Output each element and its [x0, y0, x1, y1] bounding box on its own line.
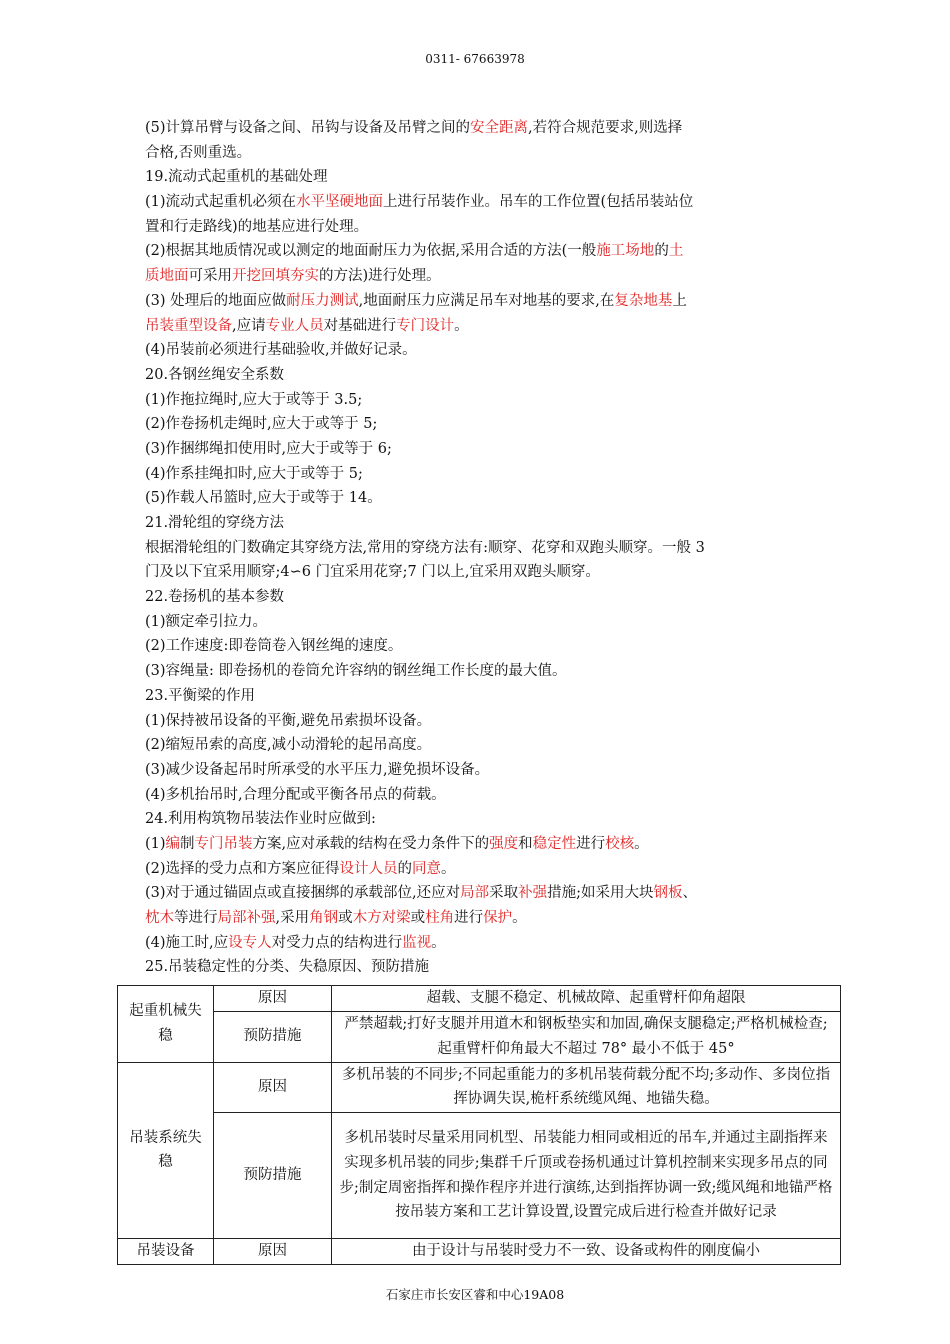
text-line: [145, 610, 835, 635]
group-crane-instability: 起重机械失稳: [118, 986, 214, 1063]
text-line: [145, 659, 835, 684]
text-run: 对受力点的结构进行: [271, 934, 403, 951]
text-line: [145, 758, 835, 783]
text-line: [145, 165, 835, 190]
text-run: 上进行吊装作业。吊车的工作位置(包括吊装站位: [383, 194, 694, 211]
text-line: [145, 511, 835, 536]
text-run: 21.滑轮组的穿绕方法: [145, 515, 285, 531]
text-line: [145, 807, 835, 832]
text-line: [145, 733, 835, 758]
highlighted-term: 编: [165, 835, 181, 852]
highlighted-term: 专门吊装: [194, 835, 253, 852]
group-lifting-equipment: 吊装设备: [118, 1239, 214, 1265]
text-line: [145, 931, 835, 956]
highlighted-term: 监视: [402, 934, 432, 951]
rigging-prevention-label: 预防措施: [214, 1113, 332, 1239]
text-run: (2)缩短吊索的高度,减小动滑轮的起吊高度。: [145, 737, 432, 754]
text-line: [145, 709, 835, 734]
highlighted-term: 水平坚硬地面: [296, 194, 384, 211]
text-line: [145, 141, 835, 166]
text-line: [145, 264, 835, 289]
text-run: 19.流动式起重机的基础处理: [145, 169, 328, 186]
text-run: ,应请: [232, 317, 266, 334]
text-line: [145, 881, 835, 906]
crane-prevention-text: 严禁超载;打好支腿并用道木和钢板垫实和加固,确保支腿稳定;严格机械检查;起重臂杆仰角最大不超过 78° 最小不低于 45°: [332, 1011, 841, 1062]
text-run: (3)作捆绑绳扣使用时,应大于或等于 6;: [145, 440, 392, 457]
text-run: (4)作系挂绳扣时,应大于或等于 5;: [145, 465, 363, 482]
text-line: [145, 536, 835, 561]
highlighted-term: 设专人: [228, 934, 272, 951]
highlighted-term: 开挖回填夯实: [232, 268, 319, 285]
highlighted-term: 土: [668, 243, 684, 260]
rigging-reason-label: 原因: [214, 1062, 332, 1112]
text-line: [145, 388, 835, 413]
highlighted-term: 耐压力测试: [286, 292, 359, 309]
text-line: [145, 857, 835, 882]
text-line: [145, 832, 835, 857]
highlighted-term: 设计人员: [339, 860, 398, 877]
text-run: 的方法)进行处理。: [319, 268, 441, 285]
highlighted-term: 吊装: [145, 317, 174, 334]
text-run: 根据滑轮组的门数确定其穿绕方法,常用的穿绕方法有:顺穿、花穿和双跑头顺穿。一般 3: [145, 539, 705, 556]
text-line: [145, 412, 835, 437]
text-line: [145, 215, 835, 240]
text-run: 采取: [489, 885, 519, 902]
text-line: [145, 338, 835, 363]
text-run: 或: [410, 910, 426, 926]
highlighted-term: 安全距离: [470, 120, 529, 136]
equipment-reason-label: 原因: [214, 1239, 332, 1265]
text-line: [145, 314, 835, 339]
text-run: 合格,否则重选。: [145, 144, 252, 161]
text-run: 。: [634, 835, 649, 852]
text-run: 置和行走路线)的地基应进行处理。: [145, 218, 369, 235]
text-run: (1)保持被吊设备的平衡,避免吊索损坏设备。: [145, 712, 432, 729]
text-run: (3)对于通过锚固点或直接捆绑的承载部位,还应对: [145, 885, 461, 902]
text-run: (1)作拖拉绳时,应大于或等于 3.5;: [145, 391, 363, 408]
text-run: (5)作载人吊篮时,应大于或等于 14。: [145, 490, 382, 507]
text-run: 。: [454, 317, 469, 334]
highlighted-term: 强度: [489, 835, 519, 852]
text-run: (2)根据其地质情况或以测定的地面耐压力为依据,采用合适的方法(一般: [145, 243, 597, 260]
text-line: [145, 486, 835, 511]
text-run: ,地面耐压力应满足吊车对地基的要求,在: [358, 292, 615, 309]
highlighted-term: 木方对梁: [352, 910, 411, 926]
text-run: (3)减少设备起吊时所承受的水平压力,避免损坏设备。: [145, 761, 490, 778]
text-run: 和: [518, 835, 533, 852]
highlighted-term: 专门设计: [396, 317, 455, 334]
text-run: 可采用: [188, 268, 232, 285]
highlighted-term: 保护: [483, 910, 513, 926]
page-footer-address: 石家庄市长安区睿和中心19A08: [385, 1287, 565, 1302]
text-run: ,若符合规范要求,则选择: [528, 120, 683, 136]
text-run: (2)选择的受力点和方案应征得: [145, 860, 340, 877]
text-line: [145, 363, 835, 388]
text-line: [145, 783, 835, 808]
text-run: (1): [145, 835, 166, 852]
rigging-reason-text: 多机吊装的不同步;不同起重能力的多机吊装荷载分配不均;多动作、多岗位指挥协调失误,桅杆系统缆风绳、地锚失稳。: [332, 1062, 841, 1112]
text-run: 对基础进行: [323, 317, 397, 334]
rigging-prevention-text: 多机吊装时尽量采用同机型、吊装能力相同或相近的吊车,并通过主副指挥来实现多机吊装的同步;集群千斤顶或卷扬机通过计算机控制来实现多吊点的同步;制定周密指挥和操作程序并进行演练,达到指挥协调一致;缆风绳和地锚严格按吊装方案和工艺计算设置,设置完成后进行检查并做好记录: [332, 1113, 841, 1239]
highlighted-term: 同意: [412, 860, 442, 877]
highlighted-term: 补强: [518, 885, 548, 902]
text-run: 。: [431, 934, 446, 951]
highlighted-term: 局部: [460, 885, 490, 902]
crane-reason-text: 超载、支腿不稳定、机械故障、起重臂杆仰角超限: [332, 986, 841, 1012]
text-line: [145, 462, 835, 487]
text-line: [145, 560, 835, 585]
text-line: [145, 289, 835, 314]
text-run: 22.卷扬机的基本参数: [145, 589, 285, 606]
page-header-phone: 0311- 67663978: [425, 52, 525, 66]
text-run: 20.各钢丝绳安全系数: [145, 366, 285, 383]
text-line: [145, 906, 835, 931]
text-line: [145, 634, 835, 659]
text-run: (4)吊装前必须进行基础验收,并做好记录。: [145, 342, 417, 359]
text-run: (2)工作速度:即卷筒卷入钢丝绳的速度。: [145, 638, 403, 655]
text-line: [145, 585, 835, 610]
text-run: 方案,应对承载的结构在受力条件下的: [252, 835, 490, 852]
highlighted-term: 局部补强: [217, 910, 276, 926]
text-line: [145, 437, 835, 462]
text-run: (3) 处理后的地面应做: [145, 292, 287, 309]
text-run: 措施;如采用大块: [547, 885, 654, 902]
text-run: 25.吊装稳定性的分类、失稳原因、预防措施: [145, 959, 430, 976]
text-run: 门及以下宜采用顺穿;4∽6 门宜采用花穿;7 门以上,宜采用双跑头顺穿。: [145, 564, 600, 581]
text-run: (4)施工时,应: [145, 934, 229, 951]
document-body: [145, 116, 835, 980]
text-line: [145, 955, 835, 980]
text-run: (3)容绳量: 即卷扬机的卷筒允许容纳的钢丝绳工作长度的最大值。: [145, 663, 567, 680]
text-run: 的: [654, 243, 669, 260]
stability-table: [117, 985, 841, 1265]
text-run: 上: [672, 292, 687, 309]
highlighted-term: 重型设备: [174, 317, 232, 334]
highlighted-term: 钢板: [653, 885, 683, 902]
highlighted-term: 施工场地: [596, 243, 655, 260]
highlighted-term: 质地面: [145, 268, 189, 285]
highlighted-term: 角钢: [309, 910, 339, 926]
text-run: (4)多机抬吊时,合理分配或平衡各吊点的荷载。: [145, 786, 446, 803]
text-run: 。: [441, 860, 456, 877]
text-run: 等进行: [174, 910, 218, 926]
text-run: 24.利用构筑物吊装法作业时应做到:: [145, 811, 376, 828]
text-run: (1)额定牵引拉力。: [145, 613, 268, 630]
text-run: 制: [180, 835, 195, 852]
text-line: [145, 116, 835, 141]
text-line: [145, 684, 835, 709]
text-run: (2)作卷扬机走绳时,应大于或等于 5;: [145, 416, 378, 433]
text-run: 进行: [454, 910, 484, 926]
highlighted-term: 稳定性: [532, 835, 577, 852]
text-run: 。: [512, 910, 527, 926]
crane-reason-label: 原因: [214, 986, 332, 1012]
highlighted-term: 复杂地基: [614, 292, 673, 309]
text-line: [145, 239, 835, 264]
text-run: 的: [397, 860, 413, 877]
text-run: ,采用: [275, 910, 310, 926]
text-run: (1)流动式起重机必须在: [145, 194, 297, 211]
group-rigging-system-instability: 吊装系统失稳: [118, 1062, 214, 1238]
text-run: 或: [338, 910, 353, 926]
text-run: (5)计算吊臂与设备之间、吊钩与设备及吊臂之间的: [145, 120, 471, 136]
text-line: [145, 190, 835, 215]
highlighted-term: 枕木: [145, 910, 174, 926]
highlighted-term: 专业人员: [265, 317, 324, 334]
text-run: 23.平衡梁的作用: [145, 687, 256, 704]
crane-prevention-label: 预防措施: [214, 1011, 332, 1062]
equipment-reason-text: 由于设计与吊装时受力不一致、设备或构件的刚度偏小: [332, 1239, 841, 1265]
highlighted-term: 校核: [605, 835, 635, 852]
text-run: 进行: [576, 835, 606, 852]
text-run: 、: [682, 885, 698, 902]
highlighted-term: 柱角: [425, 910, 455, 926]
